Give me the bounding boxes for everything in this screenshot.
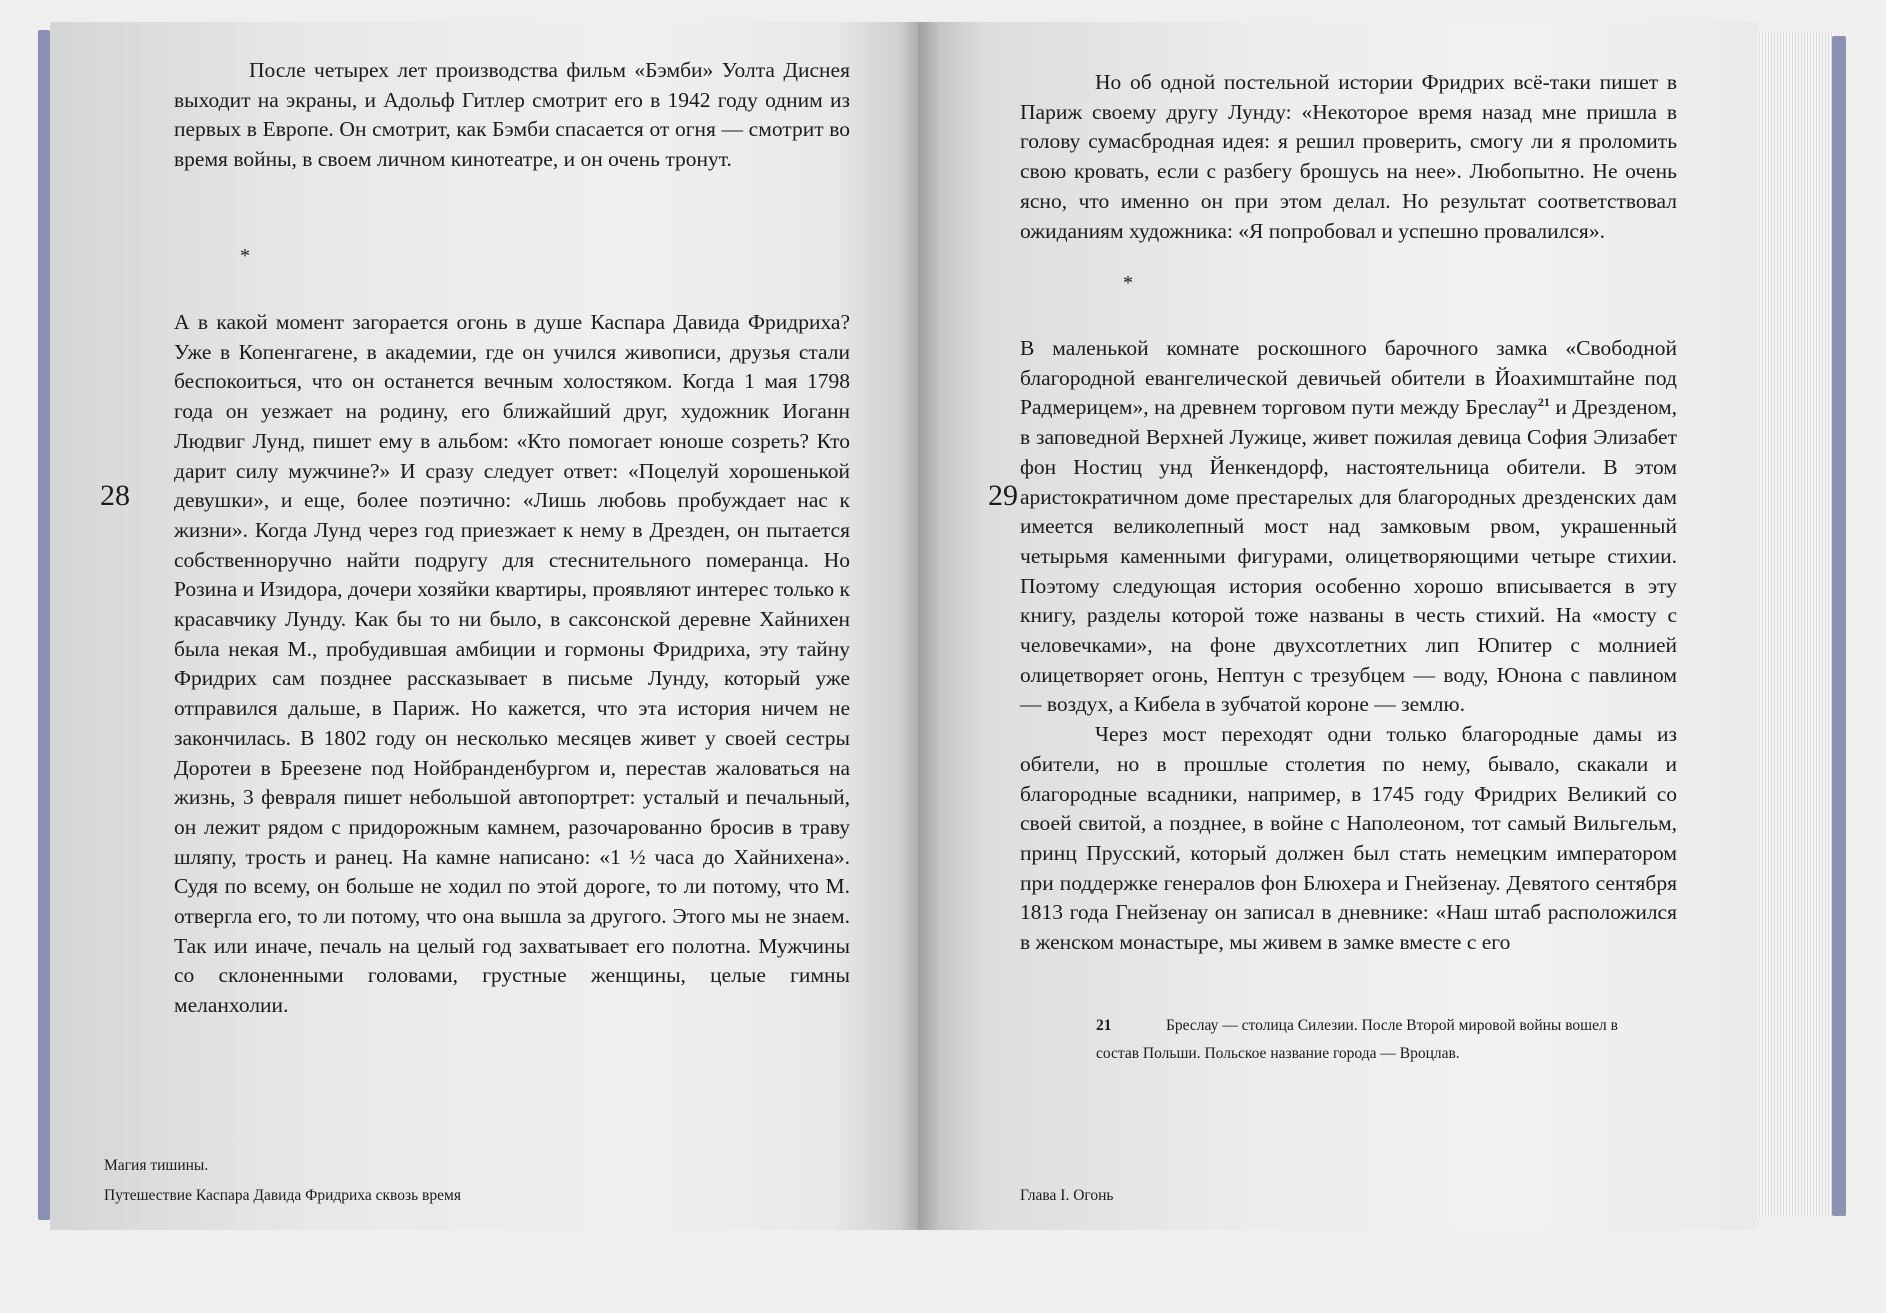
left-page bbox=[50, 22, 920, 1230]
right-paragraph-1 bbox=[1020, 68, 1677, 246]
book-cover-edge-right bbox=[1832, 36, 1846, 1216]
left-footer bbox=[104, 1151, 461, 1211]
book-gutter bbox=[900, 22, 940, 1230]
left-footer-line-2: Путешествие Каспара Давида Фридриха сквозь время bbox=[104, 1187, 461, 1204]
left-page-number: 28 bbox=[100, 479, 130, 512]
right-paragraph-2-start: В маленькой комнате роскошного барочного замка «Свободной благородной евангелической девичьей обители в Йоахимштайне под Радмерицем», на древнем торговом пути между Бреслау bbox=[1020, 336, 1677, 420]
footnote-text: Бреслау — столица Силезии. После Второй мировой войны вошел в состав Польши. Польское название города — Вроцлав. bbox=[1096, 1017, 1618, 1062]
right-page bbox=[918, 22, 1758, 1230]
right-body bbox=[1020, 334, 1677, 958]
left-paragraph-1-text: После четырех лет производства фильм «Бэмби» Уолта Диснея выходит на экраны, и Адольф Гитлер смотрит его в 1942 году одним из первых в Европе. Он смотрит, как Бэмби спасается от огня — смотрит во время войны, в своем личном кинотеатре, и он очень тронут. bbox=[174, 58, 850, 172]
left-paragraph-2 bbox=[174, 308, 850, 1021]
right-paragraph-1-text: Но об одной постельной истории Фридрих всё-таки пишет в Париж своему другу Лунду: «Некоторое время назад мне пришла в голову сумасбродная идея: я решил проверить, смогу ли я проломить свою кровать, если с разбегу брошусь на нее». Любопытно. Не очень ясно, что именно он при этом делал. Но результат соответствовал ожиданиям художника: «Я попробовал и успешно провалился». bbox=[1020, 70, 1677, 243]
left-section-separator: * bbox=[240, 245, 250, 267]
footnote-reference: 21 bbox=[1537, 395, 1550, 410]
page-edges bbox=[1754, 32, 1834, 1218]
right-footer: Глава I. Огонь bbox=[1020, 1187, 1114, 1204]
left-paragraph-2-text: А в какой момент загорается огонь в душе Каспара Давида Фридриха? Уже в Копенгагене, в академии, где он учился живописи, друзья стали беспокоиться, что он останется вечным холостяком. Когда 1 мая 1798 года он уезжает на родину, его ближайший друг, художник Иоганн Людвиг Лунд, пишет ему в альбом: «Кто помогает юноше созреть? Кто дарит силу мужчине?» И сразу следует ответ: «Поцелуй хорошенькой девушки», и еще, более поэтично: «Лишь любовь пробуждает нас к жизни». Когда Лунд через год приезжает к нему в Дрезден, он пытается собственноручно найти подругу для стеснительного померанца. Но Розина и Изидора, дочери хозяйки квартиры, проявляют интерес только к красавчику Лунду. Как бы то ни было, в саксонской деревне Хайнихен была некая М., пробудившая амбиции и гормоны Фридриха, эту тайну Фридрих сам позднее рассказывает в письме Лунду, который уже отправился дальше, в Париж. Но кажется, что эта история ничем не закончилась. В 1802 году он несколько месяцев живет у своей сестры Доротеи в Бреезене под Нойбранденбургом и, перестав жаловаться на жизнь, 3 февраля пишет небольшой автопортрет: усталый и печальный, он лежит рядом с придорожным камнем, разочарованно бросив в траву шляпу, трость и ранец. На камне написано: «1 ½ часа до Хайнихена». Судя по всему, он больше не ходил по этой дороге, то ли потому, что М. отвергла его, то ли потому, что она вышла за другого. Этого мы не знаем. Так или иначе, печаль на целый год захватывает его полотна. Мужчины со склоненными головами, грустные женщины, целые гимны меланхолии. bbox=[174, 310, 850, 1018]
left-footer-line-1: Магия тишины. bbox=[104, 1157, 209, 1174]
footnote-number: 21 bbox=[1096, 1017, 1112, 1034]
right-page-number: 29 bbox=[988, 479, 1018, 512]
footnote bbox=[1096, 1012, 1656, 1068]
right-paragraph-2 bbox=[1020, 334, 1677, 720]
right-paragraph-2-end: и Дрезденом, в заповедной Верхней Лужице, живет пожилая девица София Элизабет фон Ностиц унд Йенкендорф, настоятельница обители. В этом аристократичном доме престарелых для благородных дрезденских дам имеется великолепный мост над замковым рвом, украшенный четырьмя каменными фигурами, олицетворяющими четыре стихии. Поэтому следующая история особенно хорошо вписывается в эту книгу, разделы которой тоже названы в честь стихий. На «мосту с человечками», на фоне двухсотлетних лип Юпитер с молнией олицетворяет огонь, Нептун с трезубцем — воду, Юнона с павлином — воздух, а Кибела в зубчатой короне — землю. bbox=[1020, 395, 1677, 717]
left-paragraph-1 bbox=[174, 56, 850, 175]
right-paragraph-3: Через мост переходят одни только благородные дамы из обители, но в прошлые столетия по нему, бывало, скакали и благородные всадники, например, в 1745 году Фридрих Великий со своей свитой, а позднее, в войне с Наполеоном, тот самый Вильгельм, принц Прусский, который должен был стать немецким императором при поддержке генералов фон Блюхера и Гнейзенау. Девятого сентября 1813 года Гнейзенау он записал в дневнике: «Наш штаб расположился в женском монастыре, мы живем в замке вместе с его bbox=[1020, 722, 1677, 955]
book-cover-edge-left bbox=[38, 30, 50, 1220]
open-book bbox=[38, 22, 1846, 1230]
right-section-separator: * bbox=[1123, 272, 1133, 294]
